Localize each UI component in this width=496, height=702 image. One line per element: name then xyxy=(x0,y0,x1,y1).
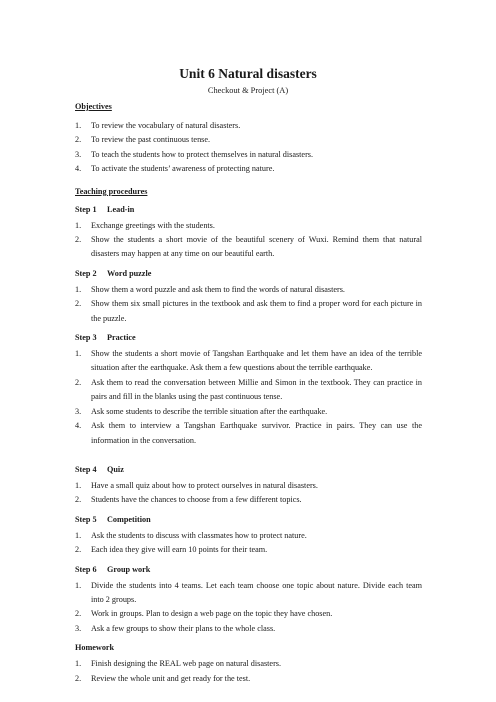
step-item xyxy=(75,233,422,262)
step-name: Competition xyxy=(107,514,151,524)
step-item xyxy=(75,297,422,326)
step-item xyxy=(75,493,422,507)
document-title: Unit 6 Natural disasters xyxy=(179,66,317,81)
item-text: Ask a few groups to show their plans to the whole class. xyxy=(91,623,276,633)
homework-item xyxy=(75,657,422,671)
step-item xyxy=(75,479,422,493)
item-number: 2. xyxy=(75,495,82,505)
step-item xyxy=(75,543,422,557)
step-item xyxy=(75,283,422,297)
item-text: To teach the students how to protect themselves in natural disasters. xyxy=(91,149,314,159)
step-item xyxy=(75,347,422,376)
item-number: 1. xyxy=(75,530,82,540)
homework-heading: Homework xyxy=(75,643,115,653)
item-text: Ask some students to describe the terrible situation after the earthquake. xyxy=(91,406,328,416)
item-number: 3. xyxy=(75,406,82,416)
step-label: Step 6 xyxy=(75,564,97,574)
objective-item xyxy=(75,133,422,147)
item-number: 3. xyxy=(75,149,82,159)
item-number: 1. xyxy=(75,220,82,230)
step-name: Group work xyxy=(107,564,151,574)
item-text: Finish designing the REAL web page on natural disasters. xyxy=(91,659,282,669)
item-number: 1. xyxy=(75,580,82,590)
step-item xyxy=(75,529,422,543)
procedures-heading: Teaching procedures xyxy=(75,186,148,196)
item-number: 1. xyxy=(75,284,82,294)
item-text: To activate the students’ awareness of protecting nature. xyxy=(91,164,275,174)
step-name: Lead-in xyxy=(107,204,135,214)
item-text: Show them six small pictures in the textbook and ask them to find a proper word for each picture in the puzzle. xyxy=(91,299,422,323)
item-number: 2. xyxy=(75,609,82,619)
item-text: Ask the students to discuss with classmates how to protect nature. xyxy=(91,530,307,540)
item-number: 2. xyxy=(75,135,82,145)
item-text: Have a small quiz about how to protect ourselves in natural disasters. xyxy=(91,480,318,490)
step-item xyxy=(75,219,422,233)
step-item xyxy=(75,376,422,405)
item-text: Students have the chances to choose from a few different topics. xyxy=(91,495,302,505)
item-number: 2. xyxy=(75,673,82,683)
objective-item xyxy=(75,162,422,176)
item-number: 2. xyxy=(75,545,82,555)
step-item xyxy=(75,622,422,636)
step-name: Quiz xyxy=(107,464,124,474)
homework-list xyxy=(75,657,422,686)
step-label: Step 1 xyxy=(75,204,97,214)
homework-item xyxy=(75,672,422,686)
item-text: Divide the students into 4 teams. Let each team choose one topic about nature. Divide each team into 2 groups. xyxy=(91,580,422,604)
step-label: Step 2 xyxy=(75,268,97,278)
item-text: Review the whole unit and get ready for the test. xyxy=(91,673,251,683)
objectives-list xyxy=(75,119,422,177)
step-item xyxy=(75,607,422,621)
step-item xyxy=(75,419,422,448)
item-number: 1. xyxy=(75,659,82,669)
step-label: Step 4 xyxy=(75,464,97,474)
step-heading xyxy=(75,268,422,279)
objective-item xyxy=(75,119,422,133)
objectives-heading: Objectives xyxy=(75,102,112,111)
item-text: Show them a word puzzle and ask them to find the words of natural disasters. xyxy=(91,284,345,294)
step-label: Step 3 xyxy=(75,333,97,343)
step-heading xyxy=(75,332,422,343)
step-list xyxy=(75,579,422,637)
step-name: Practice xyxy=(107,333,136,343)
step-heading xyxy=(75,464,422,475)
objective-item xyxy=(75,148,422,162)
item-number: 2. xyxy=(75,299,82,309)
item-text: To review the vocabulary of natural disasters. xyxy=(91,121,241,130)
item-number: 2. xyxy=(75,377,82,387)
step-list xyxy=(75,283,422,326)
item-text: Exchange greetings with the students. xyxy=(91,220,215,230)
step-heading xyxy=(75,204,422,215)
item-number: 1. xyxy=(75,349,82,359)
item-text: Ask them to interview a Tangshan Earthquake survivor. Practice in pairs. They can use the information in the conversation. xyxy=(91,421,422,445)
item-number: 4. xyxy=(75,421,82,431)
item-text: Show the students a short movie of Tangshan Earthquake and let them have an idea of the terrible situation after the earthquake. Ask them a few questions about the terrible earthquake. xyxy=(91,349,422,373)
item-text: To review the past continuous tense. xyxy=(91,135,211,145)
item-number: 1. xyxy=(75,121,82,130)
document-subtitle: Checkout & Project (A) xyxy=(207,86,289,95)
item-text: Each idea they give will earn 10 points for their team. xyxy=(91,545,268,555)
item-number: 1. xyxy=(75,480,82,490)
step-item xyxy=(75,405,422,419)
document-body xyxy=(75,101,422,692)
item-number: 2. xyxy=(75,235,82,245)
step-list xyxy=(75,219,422,262)
step-label: Step 5 xyxy=(75,514,97,524)
item-text: Show the students a short movie of the beautiful scenery of Wuxi. Remind them that natural disasters may happen at any time on our beautiful earth. xyxy=(91,235,422,259)
item-text: Work in groups. Plan to design a web page on the topic they have chosen. xyxy=(91,609,333,619)
step-list xyxy=(75,347,422,448)
step-list xyxy=(75,529,422,558)
step-item xyxy=(75,579,422,608)
step-heading xyxy=(75,564,422,575)
item-number: 4. xyxy=(75,164,82,174)
item-text: Ask them to read the conversation between Millie and Simon in the textbook. They can practice in pairs and fill in the blanks using the past continuous tense. xyxy=(91,377,422,402)
step-list xyxy=(75,479,422,508)
item-number: 3. xyxy=(75,623,82,633)
step-name: Word puzzle xyxy=(107,268,152,278)
step-heading xyxy=(75,514,422,525)
